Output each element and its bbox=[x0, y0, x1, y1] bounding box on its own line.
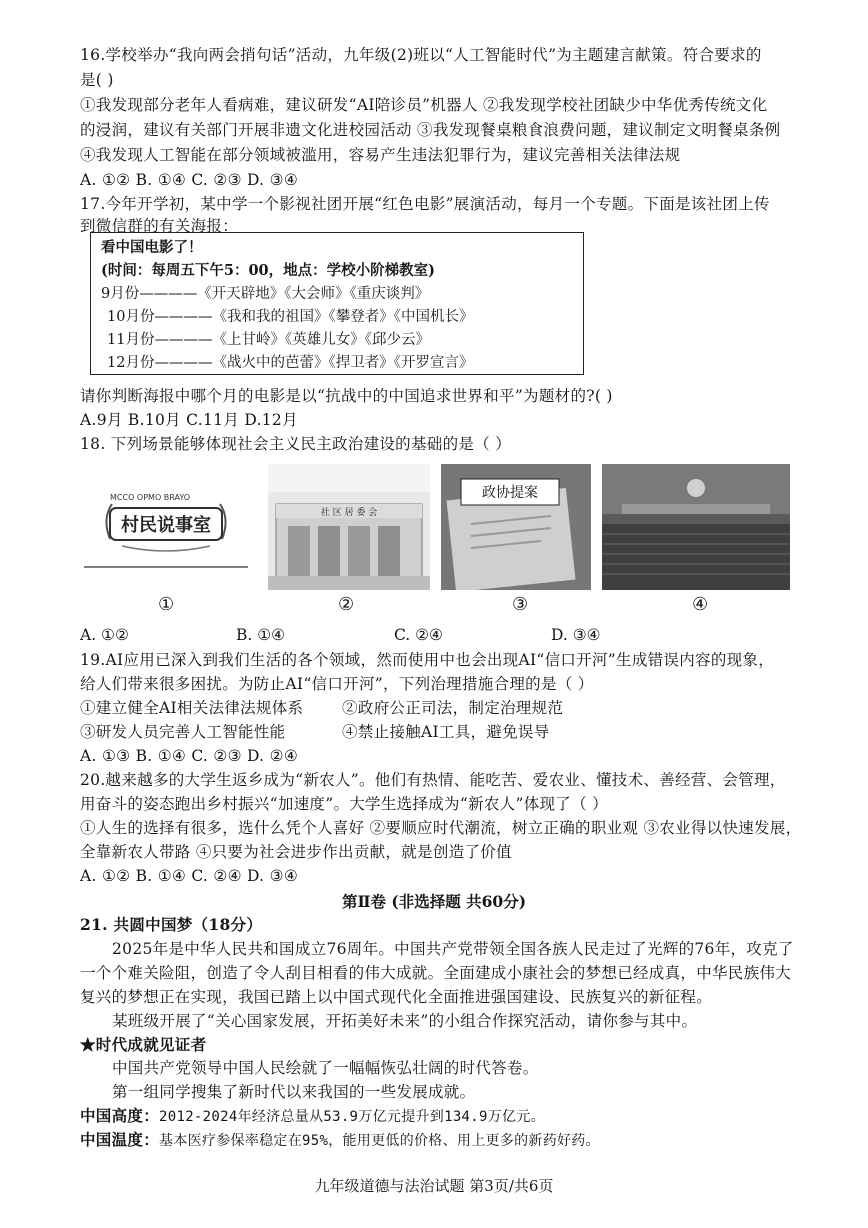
poster-month-12: 12月份————《战火中的芭蕾》《捍卫者》《开罗宣言》 bbox=[107, 355, 474, 371]
proposal-sign: 政协提案 bbox=[482, 485, 538, 501]
poster-month-10: 10月份————《我和我的祖国》《攀登者》《中国机长》 bbox=[107, 309, 474, 325]
q21-paragraph1-line1: 2025年是中华人民共和国成立76周年。中国共产党带领全国各族人民走过了光辉的76年，攻克了 bbox=[112, 940, 794, 958]
q17-question: 请你判断海报中哪个月的电影是以“抗战中的中国追求世界和平”为题材的?( ) bbox=[80, 387, 613, 405]
figure-label-3: ③ bbox=[512, 594, 529, 615]
q21-paragraph4: 第一组同学搜集了新时代以来我国的一些发展成就。 bbox=[112, 1083, 476, 1101]
china-warmth-label: 中国温度： bbox=[80, 1130, 160, 1149]
figure-village-talk-room bbox=[82, 464, 250, 590]
q18-option-d: D. ③④ bbox=[551, 626, 601, 644]
q18-option-a: A. ①② bbox=[80, 626, 129, 644]
q16-statement-line1: ①我发现部分老年人看病难，建议研发“AI陪诊员”机器人 ②我发现学校社团缺少中华优秀传统文化 bbox=[80, 96, 768, 114]
q16-stem-line2: 是( ) bbox=[80, 71, 114, 89]
poster-info: (时间：每周五下午5：00，地点：学校小阶梯教室) bbox=[101, 262, 435, 279]
poster-month-11: 11月份————《上甘岭》《英雄儿女》《邱少云》 bbox=[107, 332, 430, 348]
figure-label-2: ② bbox=[338, 594, 355, 615]
q19-item-4: ④禁止接触AI工具，避免误导 bbox=[342, 723, 550, 741]
q16-options: A. ①② B. ①④ C. ②③ D. ③④ bbox=[80, 171, 299, 189]
q20-options: A. ①② B. ①④ C. ②④ D. ③④ bbox=[80, 867, 299, 885]
q17-options: A.9月 B.10月 C.11月 D.12月 bbox=[80, 411, 298, 429]
assembly-hall-image bbox=[602, 464, 790, 590]
q20-statement-line1: ①人生的选择有很多，选什么凭个人喜好 ②要顺应时代潮流，树立正确的职业观 ③农业得以快速发展， bbox=[80, 819, 802, 837]
page-footer: 九年级道德与法治试题 第3页/共6页 bbox=[314, 1177, 554, 1195]
figure-cppcc-proposal bbox=[441, 464, 591, 590]
q21-subheading: ★时代成就见证者 bbox=[80, 1035, 207, 1054]
poster-month-9: 9月份————《开天辟地》《大会师》《重庆谈判》 bbox=[101, 286, 430, 302]
q19-item-2: ②政府公正司法，制定治理规范 bbox=[342, 699, 564, 717]
china-height-label: 中国高度： bbox=[80, 1106, 160, 1125]
q20-statement-line2: 全靠新农人带路 ④只要为社会进步作出贡献，就是创造了价值 bbox=[80, 843, 512, 861]
movie-poster bbox=[90, 232, 584, 375]
q16-statement-line3: ④我发现人工智能在部分领域被滥用，容易产生违法犯罪行为，建议完善相关法律法规 bbox=[80, 146, 681, 164]
q18-option-b: B. ①④ bbox=[236, 626, 286, 644]
q19-options: A. ①③ B. ①④ C. ②③ D. ②④ bbox=[80, 747, 299, 765]
q21-paragraph1-line3: 复兴的梦想正在实现，我国已踏上以中国式现代化全面推进强国建设、民族复兴的新征程。 bbox=[80, 988, 713, 1006]
village-room-sign-image bbox=[82, 464, 250, 590]
q18-option-c: C. ②④ bbox=[394, 626, 443, 644]
figure-label-4: ④ bbox=[692, 594, 709, 615]
q17-stem-line2: 到微信群的有关海报： bbox=[80, 217, 239, 235]
section-title: 第Ⅱ卷 (非选择题 共60分) bbox=[341, 892, 527, 911]
china-warmth-text: 基本医疗参保率稳定在95%，能用更低的价格、用上更多的新药好药。 bbox=[159, 1133, 600, 1149]
q17-stem-line1: 17.今年开学初，某中学一个影视社团开展“红色电影”展演活动，每月一个专题。下面是该社团上传 bbox=[80, 195, 770, 213]
q21-paragraph2: 某班级开展了“关心国家发展，开拓美好未来”的小组合作探究活动，请你参与其中。 bbox=[112, 1012, 698, 1030]
q20-stem-line2: 用奋斗的姿态跑出乡村振兴“加速度”。大学生选择成为“新农人”体现了（ ） bbox=[80, 795, 608, 813]
q16-statement-line2: 的浸润，建议有关部门开展非遗文化进校园活动 ③我发现餐桌粮食浪费问题，建议制定文明餐桌条例 bbox=[80, 121, 781, 139]
sign-top-text: MCCO OPMO BRAYO bbox=[110, 493, 191, 502]
proposal-document-image bbox=[441, 464, 591, 590]
q20-stem-line1: 20.越来越多的大学生返乡成为“新农人”。他们有热情、能吃苦、爱农业、懂技术、善经营、会管理， bbox=[80, 771, 786, 789]
community-building-image bbox=[268, 464, 430, 590]
q16-stem-line1: 16.学校举办“我向两会捎句话”活动，九年级(2)班以“人工智能时代”为主题建言献策。符合要求的 bbox=[80, 46, 762, 64]
figure-assembly-hall bbox=[602, 464, 790, 590]
q19-item-3: ③研发人员完善人工智能性能 bbox=[80, 723, 286, 741]
china-height-text: 2012-2024年经济总量从53.9万亿元提升到134.9万亿元。 bbox=[159, 1109, 545, 1125]
sign-village-talk: 村民说事室 bbox=[121, 515, 211, 536]
q21-china-height bbox=[80, 1106, 545, 1127]
q18-stem: 18. 下列场景能够体现社会主义民主政治建设的基础的是（ ） bbox=[80, 435, 512, 453]
q19-stem-line2: 给人们带来很多困扰。为防止AI“信口开河”，下列治理措施合理的是（ ） bbox=[80, 675, 594, 693]
q21-paragraph1-line2: 一个个难关险阻，创造了令人刮目相看的伟大成就。全面建成小康社会的梦想已经成真，中华民族伟大 bbox=[80, 964, 792, 982]
poster-title: 看中国电影了！ bbox=[101, 239, 203, 256]
figure-label-1: ① bbox=[158, 594, 175, 615]
q19-item-1: ①建立健全AI相关法律法规体系 bbox=[80, 699, 304, 717]
figure-community-committee bbox=[268, 464, 430, 590]
q21-paragraph3: 中国共产党领导中国人民绘就了一幅幅恢弘壮阔的时代答卷。 bbox=[112, 1059, 539, 1077]
q19-stem-line1: 19.AI应用已深入到我们生活的各个领域，然而使用中也会出现AI“信口开河”生成错误内容的现象， bbox=[80, 651, 775, 669]
q21-china-warmth bbox=[80, 1130, 600, 1151]
q21-title: 21. 共圆中国梦（18分） bbox=[80, 915, 263, 934]
community-sign: 社 区 居 委 会 bbox=[320, 508, 378, 518]
